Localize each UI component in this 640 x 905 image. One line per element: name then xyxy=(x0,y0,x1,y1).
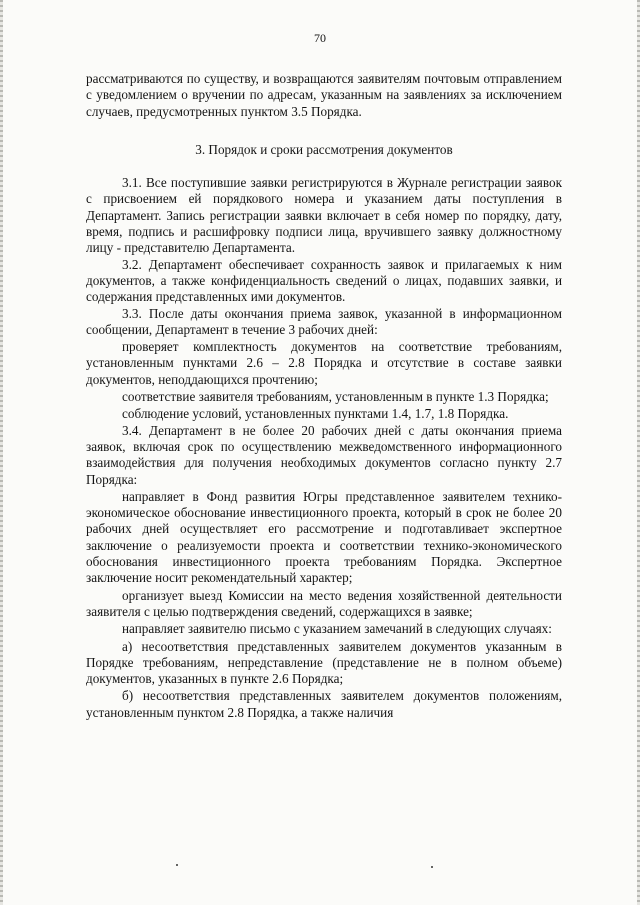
document-body xyxy=(86,71,562,721)
paragraph-3-3: 3.3. После даты окончания приема заявок, указанной в информационном сообщении, Департамент в течение 3 рабочих дней: xyxy=(86,305,562,337)
list-item: а) несоответствия представленных заявителем документов указанным в Порядке требованиям, непредставление (представление не в полном объеме) документов, указанных в пункте 2.6 Порядка; xyxy=(86,638,562,687)
list-item: организует выезд Комиссии на место ведения хозяйственной деятельности заявителя с целью подтверждения сведений, содержащихся в заявке; xyxy=(86,587,562,619)
list-item: соответствие заявителя требованиям, установленным в пункте 1.3 Порядка; xyxy=(122,389,549,405)
list-item: направляет заявителю письмо с указанием замечаний в следующих случаях: xyxy=(122,621,552,637)
scan-speck xyxy=(431,866,433,868)
paragraph-3-2: 3.2. Департамент обеспечивает сохранность заявок и прилагаемых к ним документов, а также конфиденциальность сведений о лицах, подавших заявки, и содержания представленных ими документов. xyxy=(86,256,562,305)
paragraph-continuation: рассматриваются по существу, и возвращаются заявителям почтовым отправлением с уведомлением о вручении по адресам, указанным на заявлениях за исключением случаев, предусмотренных пунктом 3.5 Порядка. xyxy=(86,71,562,119)
list-item: б) несоответствия представленных заявителем документов положениям, установленным пунктом 2.8 Порядка, а также наличия xyxy=(86,688,562,720)
scan-speck xyxy=(176,864,178,866)
list-item: направляет в Фонд развития Югры представленное заявителем технико-экономическое обоснование инвестиционного проекта, который в срок не более 20 рабочих дней осуществляет его рассмотрение и подготавливает экспертное заключение о реализуемости проекта и соответствии технико-экономического обоснования инвестиционного проекта требованиям Порядка. Экспертное заключение носит рекомендательный характер; xyxy=(86,488,562,586)
section-heading: 3. Порядок и сроки рассмотрения документов xyxy=(195,141,453,157)
scan-edge-left xyxy=(0,0,3,905)
list-item: соблюдение условий, установленных пунктами 1.4, 1.7, 1.8 Порядка. xyxy=(122,406,509,422)
paragraph-3-1: 3.1. Все поступившие заявки регистрируются в Журнале регистрации заявок с присвоением ей порядкового номера и указанием даты поступления в Департамент. Запись регистрации заявки включает в себя номер по порядку, дату, время, подпись и расшифровку подписи лица, вручившего заявку должностному лицу - представителю Департамента. xyxy=(86,175,562,256)
paragraph-3-4: 3.4. Департамент в не более 20 рабочих дней с даты окончания приема заявок, включая срок по осуществлению межведомственного информационного взаимодействия для получения необходимых документов согласно пункту 2.7 Порядка: xyxy=(86,422,562,487)
list-item: проверяет комплектность документов на соответствие требованиям, установленным пунктами 2.6 – 2.8 Порядка и отсутствие в составе заявки документов, неподдающихся прочтению; xyxy=(86,339,562,387)
page-number: 70 xyxy=(314,31,326,45)
